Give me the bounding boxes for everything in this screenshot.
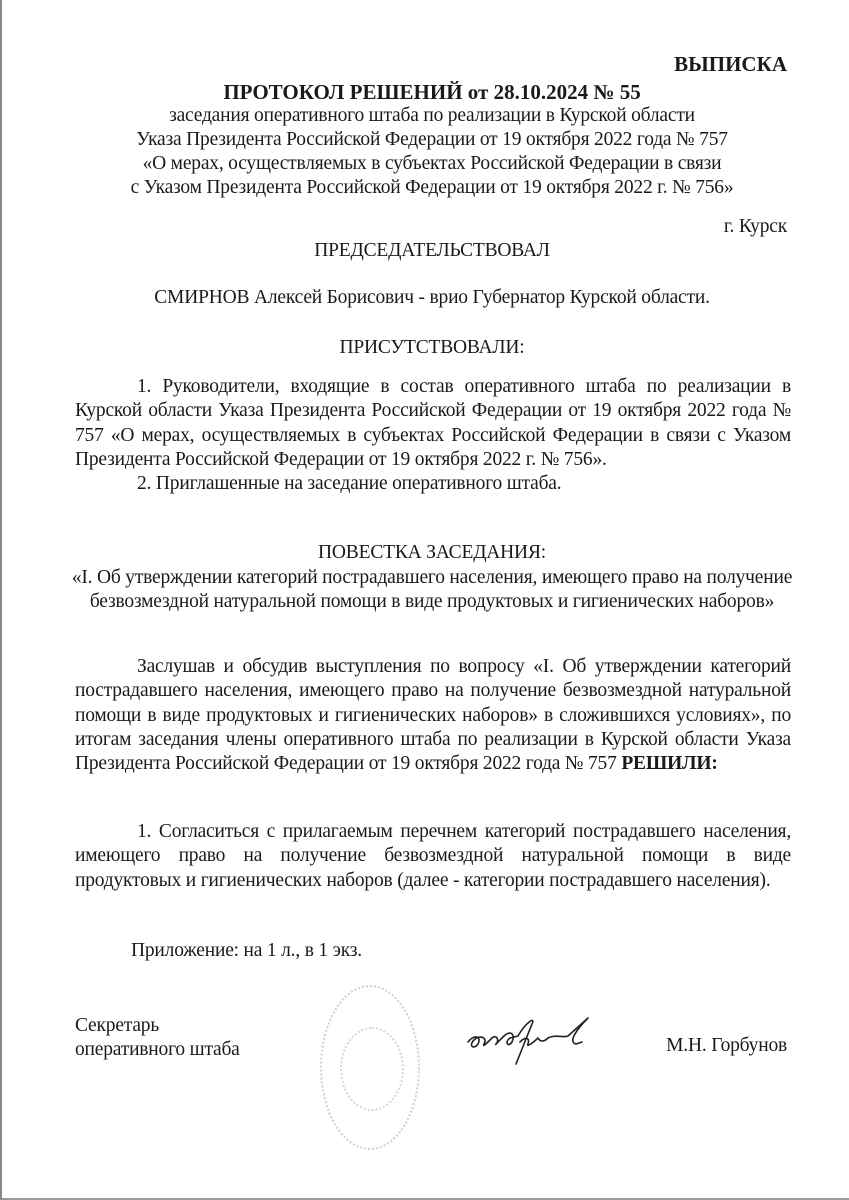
heard-paragraph [75,655,791,776]
protocol-subtitle-line: заседания оперативного штаба по реализации в Курской области [169,105,695,126]
decision-item: 1. Согласиться с прилагаемым перечнем категорий пострадавшего населения, имеющего право на получение безвозмездной натуральной помощи в виде продуктовых и гигиенических наборов (далее - категории пострадавшего населения). [75,821,791,891]
chairman-name: СМИРНОВ Алексей Борисович - врио Губернатор Курской области. [154,287,710,308]
signatory-role-line: Секретарь [75,1015,160,1036]
protocol-subtitle-line: Указа Президента Российской Федерации от 19 октября 2022 года № 757 [136,129,728,150]
present-heading: ПРИСУТСТВОВАЛИ: [339,337,525,358]
chaired-heading: ПРЕДСЕДАТЕЛЬСТВОВАЛ [314,240,550,261]
handwritten-signature-icon [464,1012,594,1067]
decisions-list [75,820,791,893]
heard-text: Заслушав и обсудив выступления по вопросу «I. Об утверждении категорий пострадавшего населения, имеющего право на получение безвозмездной натуральной помощи в виде продуктовых и гигиенических наборов» в сложившихся условиях», по итогам заседания члены оперативного штаба по реализации в Курской области Указа Президента Российской Федерации от 19 октября 2022 года № 757 [75,656,791,775]
appendix-note: Приложение: на 1 л., в 1 экз. [131,940,362,961]
protocol-title-block [62,80,802,200]
signatory-role [75,1014,240,1062]
stamp-emblem-icon [340,1027,404,1111]
agenda-heading: ПОВЕСТКА ЗАСЕДАНИЯ: [318,542,546,563]
attendee-item: 2. Приглашенные на заседание оперативного штаба. [137,473,562,495]
decided-label: РЕШИЛИ: [621,753,718,775]
signatory-name: М.Н. Горбунов [666,1035,787,1056]
attendees-list [75,375,791,496]
official-stamp-icon [320,985,420,1150]
city-label: г. Курск [723,216,787,237]
protocol-subtitle-line: «О мерах, осуществляемых в субъектах Российской Федерации в связи [142,153,722,174]
protocol-title: ПРОТОКОЛ РЕШЕНИЙ от 28.10.2024 № 55 [223,80,641,104]
signatory-role-line: оперативного штаба [75,1039,240,1060]
attendee-item: 1. Руководители, входящие в состав оперативного штаба по реализации в Курской области Указа Президента Российской Федерации от 19 октября 2022 года № 757 «О мерах, осуществляемых в субъектах Российской Федерации в связи с Указом Президента Российской Федерации от 19 октября 2022 г. № 756». [75,376,791,470]
extract-label: ВЫПИСКА [674,52,787,76]
agenda-item: «I. Об утверждении категорий пострадавшего населения, имеющего право на получение безвозмездной натуральной помощи в виде продуктовых и гигиенических наборов» [71,567,793,612]
protocol-subtitle-line: с Указом Президента Российской Федерации от 19 октября 2022 г. № 756» [130,177,734,198]
